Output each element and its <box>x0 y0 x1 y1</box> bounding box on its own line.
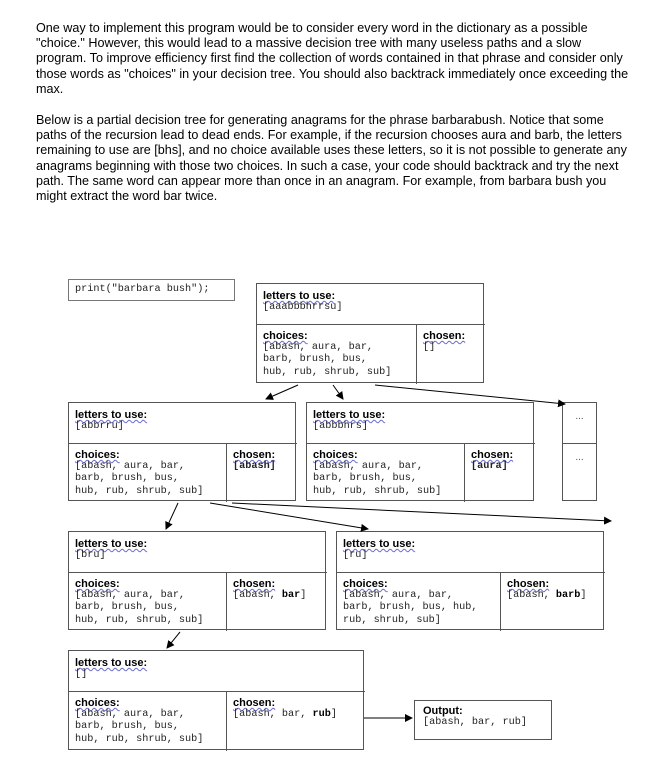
chosen-value: [abash, bar, rub] <box>233 709 337 720</box>
chosen-value: [] <box>423 342 436 353</box>
choices-value: [abash, aura, bar, barb, brush, bus, hub, rub, shrub, sub] <box>313 461 442 497</box>
choices-label: choices: <box>75 697 120 709</box>
chosen-label: chosen: <box>233 578 276 590</box>
print-call-code: print("barbara bush"); <box>68 279 235 301</box>
letters-label: letters to use: <box>75 538 148 550</box>
letters-label: letters to use: <box>313 409 386 421</box>
tree-description-paragraph: Below is a partial decision tree for generating anagrams for the phrase barbarabush. Notice that some paths of the recursion lead to dead ends. For example, if the recursion chooses aura and barb, the letters remaining to use are [bhs], and no choice available uses these letters, so it is not possible to generate any anagrams beginning with those two choices. In such a case, your code should backtrack and try the next path. The same word can appear more than once in an anagram. For example, from barbara bush you might extract the word bar twice. <box>36 113 627 204</box>
arrow-n1-n3 <box>166 503 178 529</box>
output-value: [abash, bar, rub] <box>423 717 527 728</box>
letters-label: letters to use: <box>263 290 336 302</box>
letters-label: letters to use: <box>75 409 148 421</box>
chosen-label: chosen: <box>507 578 550 590</box>
arrow-root-n1 <box>266 385 298 399</box>
intro-paragraph: One way to implement this program would be to consider every word in the dictionary as a possible "choice." However, this would lead to a massive decision tree with many useless paths and a slow program. To improve efficiency first find the collection of words contained in that phrase and consider only those words as "choices" in your decision tree. You should also backtrack immediately once exceeding the max. <box>36 21 629 96</box>
choices-label: choices: <box>75 578 120 590</box>
choices-label: choices: <box>343 578 388 590</box>
letters-value: [bru] <box>75 550 106 561</box>
letters-value: [] <box>75 669 88 680</box>
arrow-n3-n5 <box>167 632 180 648</box>
choices-label: choices: <box>313 449 358 461</box>
letters-value: [ru] <box>343 550 368 561</box>
letters-value: [aaabbbhrrsu] <box>263 302 343 313</box>
arrow-n1-n4 <box>210 503 368 529</box>
letters-label: letters to use: <box>75 657 148 669</box>
choices-value: [abash, aura, bar, barb, brush, bus, hub, rub, shrub, sub] <box>75 590 204 626</box>
letters-label: letters to use: <box>343 538 416 550</box>
choices-label: choices: <box>263 330 308 342</box>
chosen-label: chosen: <box>233 449 276 461</box>
choices-value: [abash, aura, bar, barb, brush, bus, hub, rub, shrub, sub] <box>343 590 478 626</box>
choices-value: [abash, aura, bar, barb, brush, bus, hub, rub, shrub, sub] <box>263 342 392 378</box>
output-label: Output: <box>423 705 463 717</box>
chosen-value: [abash, barb] <box>507 590 587 601</box>
choices-label: choices: <box>75 449 120 461</box>
chosen-value: [abash, bar] <box>233 590 307 601</box>
letters-value: [abbrru] <box>75 421 124 432</box>
arrow-root-n2 <box>333 385 343 399</box>
chosen-label: chosen: <box>423 330 466 342</box>
ellipsis-bottom: ... <box>563 443 596 502</box>
choices-value: [abash, aura, bar, barb, brush, bus, hub, rub, shrub, sub] <box>75 709 204 745</box>
chosen-value: [abash] <box>233 461 276 472</box>
chosen-label: chosen: <box>471 449 514 461</box>
arrow-root-ellipsis <box>375 385 565 404</box>
chosen-label: chosen: <box>233 697 276 709</box>
arrow-n1-offscreen <box>232 503 611 521</box>
ellipsis-top: ... <box>575 411 584 422</box>
choices-value: [abash, aura, bar, barb, brush, bus, hub, rub, shrub, sub] <box>75 461 204 497</box>
letters-value: [abbbhrs] <box>313 421 369 432</box>
chosen-value: [aura] <box>471 461 508 472</box>
